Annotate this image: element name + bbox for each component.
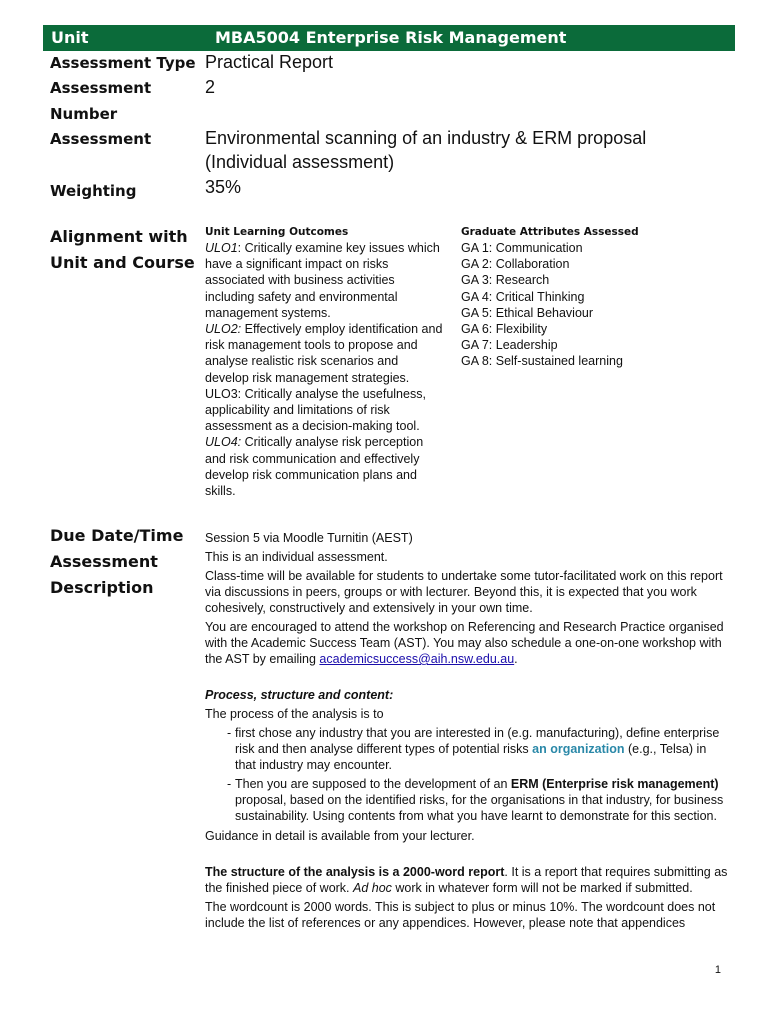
process-heading: Process, structure and content: bbox=[205, 688, 394, 702]
ulo-column bbox=[205, 224, 445, 499]
ulo-heading: Unit Learning Outcomes bbox=[205, 226, 349, 238]
assessment-title-line-1: Environmental scanning of an industry & ERM proposal bbox=[205, 128, 647, 148]
assessment-number-value: 2 bbox=[205, 77, 216, 97]
ga-item: GA 6: Flexibility bbox=[461, 322, 548, 337]
ga-item: GA 3: Research bbox=[461, 273, 550, 288]
alignment-label-2: Unit and Course bbox=[50, 253, 195, 272]
assessment-title-line-2: (Individual assessment) bbox=[205, 152, 395, 172]
guidance-text: Guidance in detail is available from your lecturer. bbox=[205, 829, 475, 843]
assessment-description bbox=[205, 530, 730, 934]
unit-title: MBA5004 Enterprise Risk Management bbox=[215, 28, 567, 47]
ga-item: GA 5: Ethical Behaviour bbox=[461, 305, 594, 320]
alignment-label-1: Alignment with bbox=[50, 227, 188, 246]
assessment-type-label: Assessment Type bbox=[50, 54, 196, 72]
description-label-1: Assessment bbox=[50, 552, 158, 571]
description-label-2: Description bbox=[50, 578, 154, 597]
assessment-number-label-2: Number bbox=[50, 105, 118, 123]
description-p2: Class-time will be available for students to undertake some tutor-facilitated work on this report via discussions in peers, groups or with lecturer. Beyond this, it is expected that you work cohesively, constructively and extensively in your own time. bbox=[205, 569, 723, 615]
ulo4: ULO4: Critically analyse risk perception and risk communication and effectively develop risk communication plans and skills. bbox=[205, 435, 424, 499]
ulo1: ULO1: Critically examine key issues which have a significant impact on risks associated with business activities including safety and environmental management systems. bbox=[205, 241, 440, 320]
ulo3: ULO3: Critically analyse the usefulness, applicability and limitations of risk assessment as a decision-making tool. bbox=[205, 386, 426, 434]
description-p3: You are encouraged to attend the workshop on Referencing and Research Practice organised with the Academic Success Team (AST). You may also schedule a one-on-one workshop with the AST by emailing academicsuccess@aih.nsw.edu.au. bbox=[205, 620, 724, 666]
unit-label: Unit bbox=[51, 28, 89, 47]
ga-item: GA 1: Communication bbox=[461, 241, 583, 255]
weighting-label: Weighting bbox=[50, 182, 137, 200]
ga-item: GA 2: Collaboration bbox=[461, 257, 570, 272]
structure-text: The structure of the analysis is a 2000-word report. It is a report that requires submitting as the finished piece of work. Ad hoc work in whatever form will not be marked if submitted. bbox=[205, 865, 728, 895]
process-bullet-1: - first chose any industry that you are interested in (e.g. manufacturing), define enterprise risk and then analyse different types of potential risks an organization (e.g., Telsa) in that industry may encounter. bbox=[227, 726, 720, 772]
weighting-value: 35% bbox=[205, 177, 242, 197]
ga-item: GA 8: Self-sustained learning bbox=[461, 354, 623, 369]
ga-heading: Graduate Attributes Assessed bbox=[461, 226, 639, 238]
assessment-type-value: Practical Report bbox=[205, 52, 334, 72]
ulo2: ULO2: Effectively employ identification and risk management tools to propose and analyse realistic risk scenarios and develop risk management strategies. bbox=[205, 322, 443, 385]
email-link[interactable]: academicsuccess@aih.nsw.edu.au bbox=[319, 652, 515, 666]
ga-item: GA 4: Critical Thinking bbox=[461, 289, 585, 304]
ga-column bbox=[461, 224, 731, 370]
process-bullet-2: - Then you are supposed to the development of an ERM (Enterprise risk management) proposal, based on the identified risks, for the organisations in that industry, for business sustainability. Using contents from what you have learnt to demonstrate for this section. bbox=[227, 777, 724, 823]
ga-item: GA 7: Leadership bbox=[461, 338, 558, 353]
assessment-label: Assessment bbox=[50, 130, 152, 148]
page-number: 1 bbox=[714, 964, 721, 976]
due-date-label: Due Date/Time bbox=[50, 526, 184, 545]
wordcount-text: The wordcount is 2000 words. This is subject to plus or minus 10%. The wordcount does not include the list of references or any appendices. However, please note that appendices bbox=[205, 900, 716, 930]
description-p1: This is an individual assessment. bbox=[205, 550, 388, 564]
process-intro: The process of the analysis is to bbox=[205, 707, 384, 721]
due-date-value: Session 5 via Moodle Turnitin (AEST) bbox=[205, 531, 413, 545]
unit-header-bar bbox=[43, 25, 735, 51]
assessment-number-label-1: Assessment bbox=[50, 79, 152, 97]
